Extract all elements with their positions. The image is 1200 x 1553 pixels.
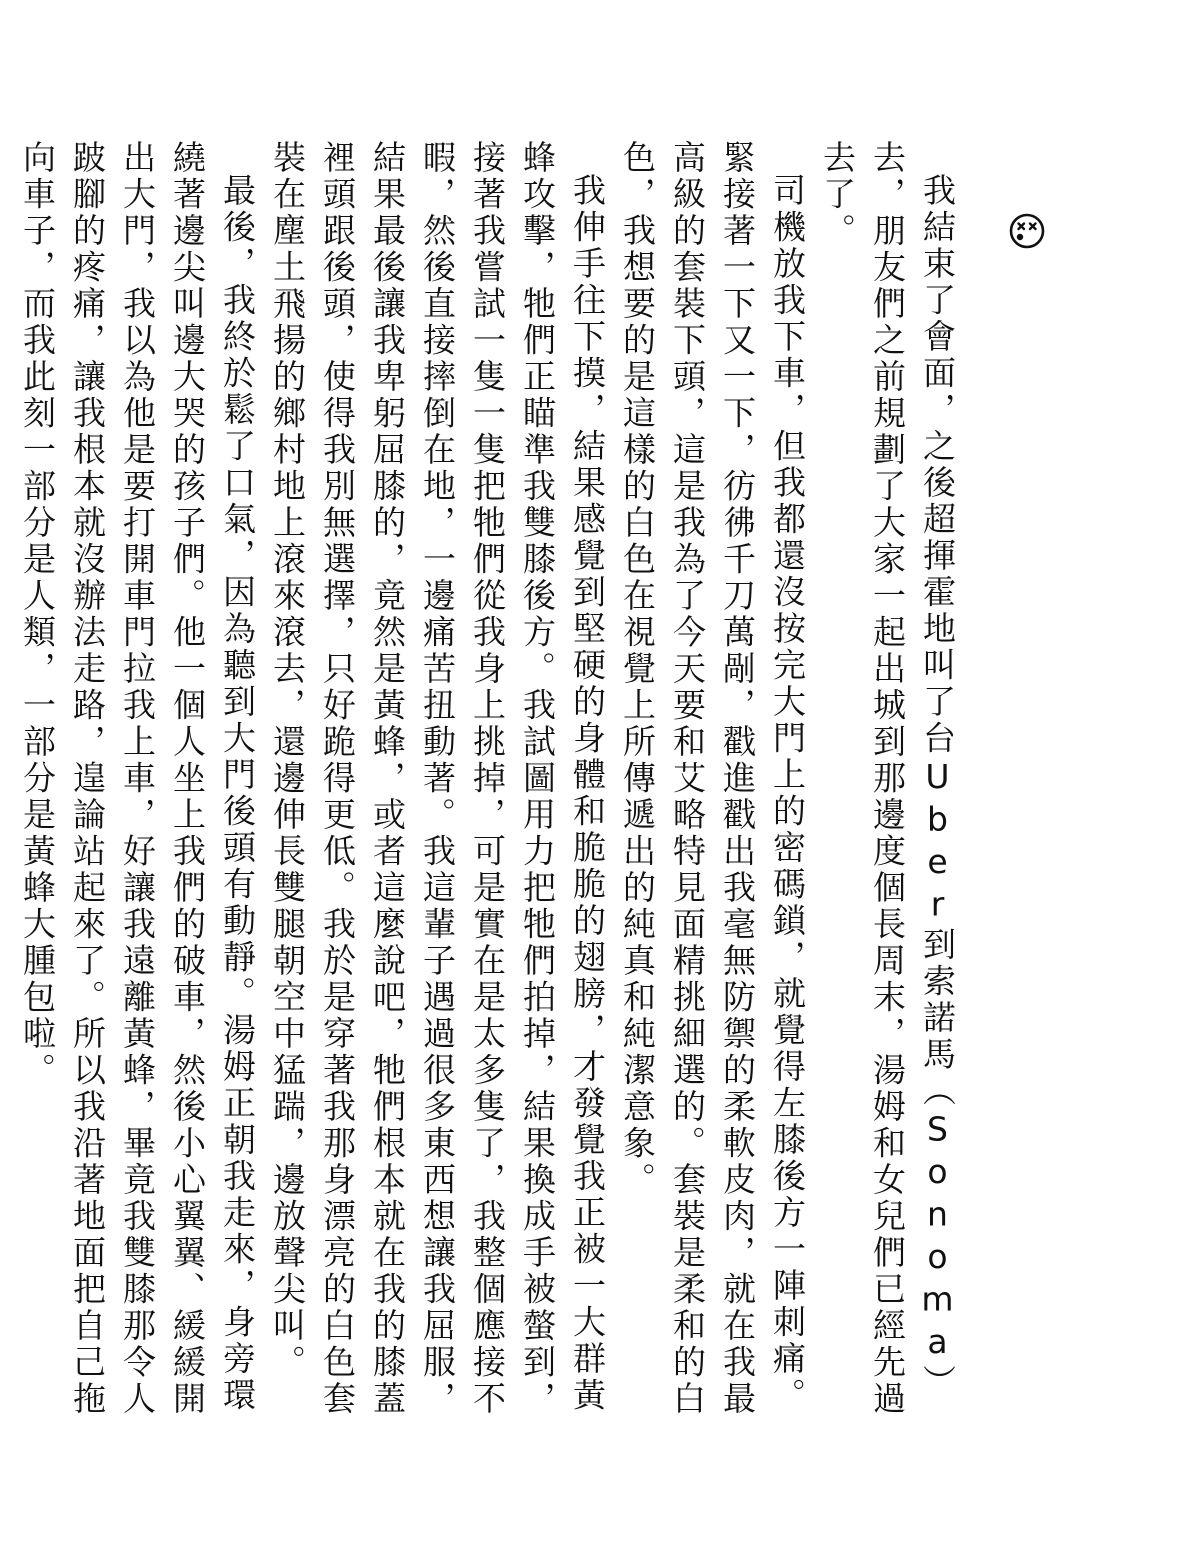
paragraph-4: 最後，我終於鬆了口氣，因為聽到大門後頭有動靜。湯姆正朝我走來，身旁環繞著邊尖叫邊大哭的孩子們。他一個人坐上我們的破車，然後小心翼翼、緩緩開出大門，我以為他是要打開車門拉我上車，好讓我遠離黃蜂，畢竟我雙膝那令人跛腳的疼痛，讓我根本就沒辦法走路，遑論站起來了。所以我沿著地面把自己拖向車子，而我此刻一部分是人類，一部分是黃蜂大腫包啦。 xyxy=(18,140,257,1418)
vertical-text-body xyxy=(12,140,962,1440)
dizzy-face-icon xyxy=(1008,212,1046,250)
paragraph-2: 司機放我下車，但我都還沒按完大門上的密碼鎖，就覺得左膝後方一陣刺痛。緊接著一下又一下，彷彿千刀萬剮，戳進戳出我毫無防禦的柔軟皮肉，就在我最高級的套裝下頭，這是我為了今天要和艾略特見面精挑細選的。套裝是柔和的白色，我想要的是這樣的白色在視覺上所傳遞出的純真和純潔意象。 xyxy=(618,140,807,1418)
paragraph-1: 我結束了會面，之後超揮霍地叫了台Uber到索諾馬（Sonoma）去，朋友們之前規劃了大家一起出城到那邊度個長周末，湯姆和女兒們已經先過去了。 xyxy=(818,140,957,1418)
paragraph-3: 我伸手往下摸，結果感覺到堅硬的身體和脆脆的翅膀，才發覺我正被一大群黃蜂攻擊，牠們正瞄準我雙膝後方。我試圖用力把牠們拍掉，結果換成手被螫到，接著我嘗試一隻一隻把牠們從我身上挑掉，可是實在是太多隻了，我整個應接不暇，然後直接摔倒在地，一邊痛苦扭動著。我這輩子遇過很多東西想讓我屈服，結果最後讓我卑躬屈膝的，竟然是黃蜂，或者這麼說吧，牠們根本就在我的膝蓋裡頭跟後頭，使得我別無選擇，只好跪得更低。我於是穿著我那身漂亮的白色套裝在塵土飛揚的鄉村地上滾來滾去，還邊伸長雙腿朝空中猛踹，邊放聲尖叫。 xyxy=(268,140,607,1418)
